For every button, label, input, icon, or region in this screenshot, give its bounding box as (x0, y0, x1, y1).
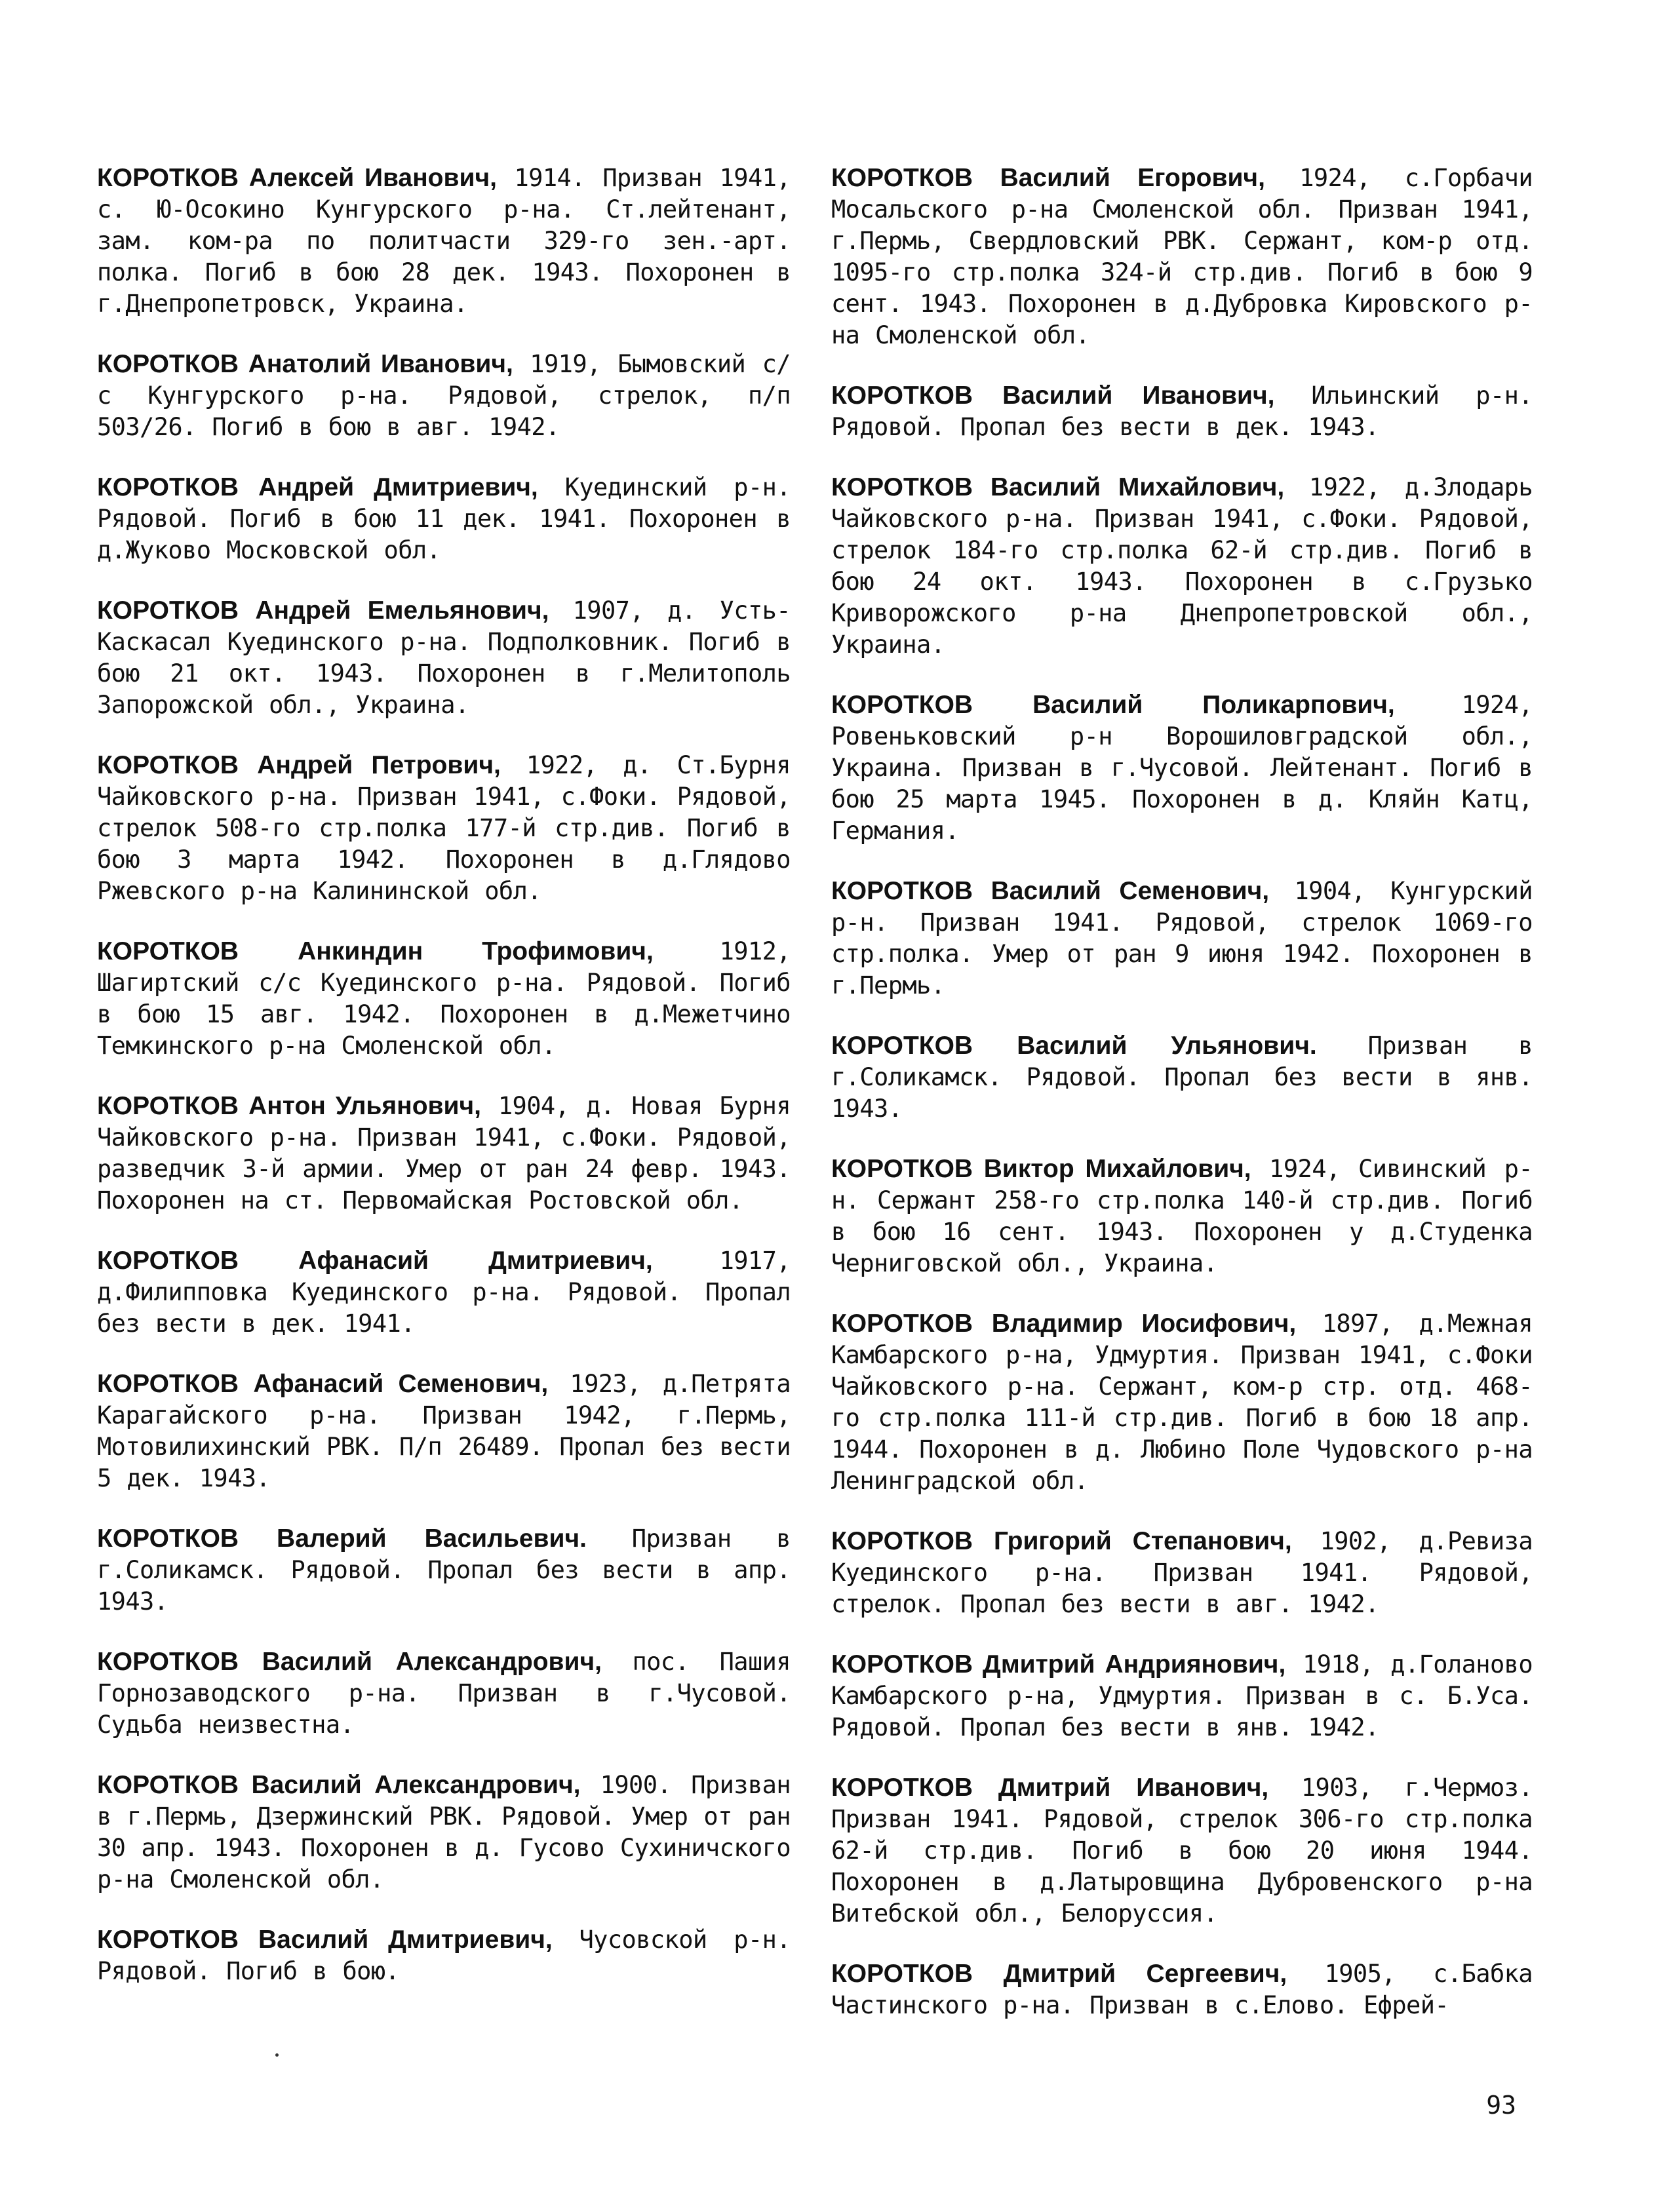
entry-name: КОРОТКОВ Дмитрий Иванович, (831, 1774, 1269, 1802)
entry-name: КОРОТКОВ Андрей Петрович, (97, 751, 501, 779)
entry-name: КОРОТКОВ Афанасий Семенович, (97, 1370, 549, 1398)
list-item (831, 876, 1533, 1001)
entry-text: Призван в г.Соликамск. Рядовой. Пропал без вести в апр. 1943. (97, 1524, 791, 1616)
list-item (97, 1245, 791, 1340)
entry-name: КОРОТКОВ Анатолий Иванович, (97, 350, 513, 378)
list-item (831, 1526, 1533, 1620)
entry-text: 1924, с.Горбачи Мосальского р-на Смоленской обл. Призван 1941, г.Пермь, Свердловский РВК. Сержант, ком-р отд. 1095-го стр.полка 324-й стр.див. Погиб в бою 9 сент. 1943. Похоронен в д.Дубровка Кировского р-на Смоленской обл. (831, 164, 1533, 349)
entry-name: КОРОТКОВ Андрей Емельянович, (97, 596, 549, 625)
entry-name: КОРОТКОВ Василий Семенович, (831, 877, 1270, 905)
entry-name: КОРОТКОВ Андрей Дмитриевич, (97, 473, 538, 501)
entry-text: 1905, с.Бабка Частинского р-на. Призван в с.Елово. Ефрей- (831, 1960, 1533, 2019)
entry-text: 1924, Сивинский р-н. Сержант 258-го стр.полка 140-й стр.див. Погиб в бою 16 сент. 1943. Похоронен у д.Студенка Черниговской обл., Украина. (831, 1155, 1533, 1277)
entry-name: КОРОТКОВ Василий Ульянович. (831, 1032, 1317, 1060)
list-item (831, 472, 1533, 661)
entry-text: 1904, д. Новая Бурня Чайковского р-на. Призван 1941, с.Фоки. Рядовой, разведчик 3-й армии. Умер от ран 24 февр. 1943. Похоронен на ст. Первомайская Ростовской обл. (97, 1092, 791, 1214)
entry-name: КОРОТКОВ Григорий Степанович, (831, 1527, 1292, 1555)
list-item (97, 472, 791, 566)
entry-name: КОРОТКОВ Алексей Иванович, (97, 164, 497, 192)
entry-text: 1914. Призван 1941, с. Ю-Осокино Кунгурского р-на. Ст.лейтенант, зам. ком-ра по политчасти 329-го зен.-арт. полка. Погиб в бою 28 дек. 1943. Похоронен в г.Днепропетровск, Украина. (97, 164, 791, 318)
entry-text: 1912, Шагиртский с/с Куединского р-на. Рядовой. Погиб в бою 15 авг. 1942. Похоронен в д.Межетчино Темкинского р-на Смоленской обл. (97, 937, 791, 1060)
entry-text: пос. Пашия Горнозаводского р-на. Призван в г.Чусовой. Судьба неизвестна. (97, 1648, 791, 1739)
entry-name: КОРОТКОВ Дмитрий Сергеевич, (831, 1960, 1287, 1988)
print-speck (275, 2053, 279, 2057)
list-item (97, 1924, 791, 1987)
list-item (97, 750, 791, 907)
list-item (831, 380, 1533, 443)
entry-name: КОРОТКОВ Василий Иванович, (831, 381, 1275, 410)
entry-text: 1897, д.Межная Камбарского р-на, Удмуртия. Призван 1941, с.Фоки Чайковского р-на. Сержант, ком-р стр. отд. 468-го стр.полка 111-й стр.див. Погиб в бою 18 апр. 1944. Похоронен в д. Любино Поле Чудовского р-на Ленинградской обл. (831, 1310, 1533, 1495)
entry-text: 1922, д. Ст.Бурня Чайковского р-на. Призван 1941, с.Фоки. Рядовой, стрелок 508-го стр.полка 177-й стр.див. Погиб в бою 3 марта 1942. Похоронен в д.Глядово Ржевского р-на Калининской обл. (97, 751, 791, 905)
entry-text: 1902, д.Ревиза Куединского р-на. Призван 1941. Рядовой, стрелок. Пропал без вести в авг. 1942. (831, 1527, 1533, 1618)
list-item (97, 163, 791, 320)
left-column (97, 163, 791, 2016)
entry-name: КОРОТКОВ Дмитрий Андриянович, (831, 1650, 1286, 1678)
entry-name: КОРОТКОВ Василий Михайлович, (831, 473, 1285, 501)
list-item (831, 1030, 1533, 1125)
list-item (831, 1958, 1533, 2021)
entry-text: Призван в г.Соликамск. Рядовой. Пропал без вести в янв. 1943. (831, 1032, 1533, 1123)
list-item (97, 349, 791, 443)
entry-name: КОРОТКОВ Василий Александрович, (97, 1648, 602, 1676)
entry-text: 1900. Призван в г.Пермь, Дзержинский РВК. Рядовой. Умер от ран 30 апр. 1943. Похоронен в д. Гусово Сухиничского р-на Смоленской обл. (97, 1771, 791, 1893)
entry-text: 1919, Бымовский с/с Кунгурского р-на. Рядовой, стрелок, п/п 503/26. Погиб в бою в авг. 1942. (97, 350, 791, 441)
list-item (831, 689, 1533, 847)
list-item (97, 1770, 791, 1895)
list-item (831, 163, 1533, 351)
entry-text: 1922, д.Злодарь Чайковского р-на. Призван 1941, с.Фоки. Рядовой, стрелок 184-го стр.полка 62-й стр.див. Погиб в бою 24 окт. 1943. Похоронен в с.Грузько Криворожского р-на Днепропетровской обл., Украина. (831, 473, 1533, 659)
list-item (831, 1154, 1533, 1279)
list-item (831, 1308, 1533, 1497)
entry-text: 1924, Ровеньковский р-н Ворошиловградской обл., Украина. Призван в г.Чусовой. Лейтенант. Погиб в бою 25 марта 1945. Похоронен в д. Кляйн Катц, Германия. (831, 691, 1533, 845)
entry-name: КОРОТКОВ Валерий Васильевич. (97, 1524, 587, 1553)
list-item (97, 595, 791, 721)
list-item (831, 1772, 1533, 1930)
entry-text: Куединский р-н. Рядовой. Погиб в бою 11 дек. 1941. Похоронен в д.Жуково Московской обл. (97, 473, 791, 564)
page-number: 93 (1486, 2091, 1516, 2120)
entry-name: КОРОТКОВ Антон Ульянович, (97, 1092, 481, 1120)
entry-text: 1917, д.Филипповка Куединского р-на. Рядовой. Пропал без вести в дек. 1941. (97, 1247, 791, 1338)
entry-text: 1904, Кунгурский р-н. Призван 1941. Рядовой, стрелок 1069-го стр.полка. Умер от ран 9 июня 1942. Похоронен в г.Пермь. (831, 877, 1533, 999)
list-item (97, 936, 791, 1062)
entry-text: Чусовской р-н. Рядовой. Погиб в бою. (97, 1926, 791, 1985)
right-column (831, 163, 1533, 2050)
entry-name: КОРОТКОВ Василий Егорович, (831, 164, 1265, 192)
entry-name: КОРОТКОВ Анкиндин Трофимович, (97, 937, 654, 965)
list-item (97, 1091, 791, 1216)
entry-text: 1918, д.Голаново Камбарского р-на, Удмуртия. Призван в с. Б.Уса. Рядовой. Пропал без вести в янв. 1942. (831, 1650, 1533, 1741)
entry-name: КОРОТКОВ Афанасий Дмитриевич, (97, 1247, 653, 1275)
list-item (97, 1646, 791, 1741)
entry-name: КОРОТКОВ Василий Дмитриевич, (97, 1926, 553, 1954)
list-item (97, 1368, 791, 1494)
entry-name: КОРОТКОВ Владимир Иосифович, (831, 1310, 1297, 1338)
entry-name: КОРОТКОВ Василий Александрович, (97, 1771, 581, 1799)
list-item (831, 1649, 1533, 1743)
entry-text: 1907, д. Усть-Каскасал Куединского р-на. Подполковник. Погиб в бою 21 окт. 1943. Похоронен в г.Мелитополь Запорожской обл., Украина. (97, 596, 791, 719)
entry-text: 1923, д.Петрята Карагайского р-на. Призван 1942, г.Пермь, Мотовилихинский РВК. П/п 26489. Пропал без вести 5 дек. 1943. (97, 1370, 791, 1492)
entry-text: Ильинский р-н. Рядовой. Пропал без вести в дек. 1943. (831, 381, 1533, 441)
entry-name: КОРОТКОВ Виктор Михайлович, (831, 1155, 1251, 1183)
list-item (97, 1523, 791, 1618)
entry-text: 1903, г.Чермоз. Призван 1941. Рядовой, стрелок 306-го стр.полка 62-й стр.див. Погиб в бою 20 июня 1944. Похоронен в д.Латыровщина Дубровенского р-на Витебской обл., Белоруссия. (831, 1774, 1533, 1928)
entry-name: КОРОТКОВ Василий Поликарпович, (831, 691, 1395, 719)
